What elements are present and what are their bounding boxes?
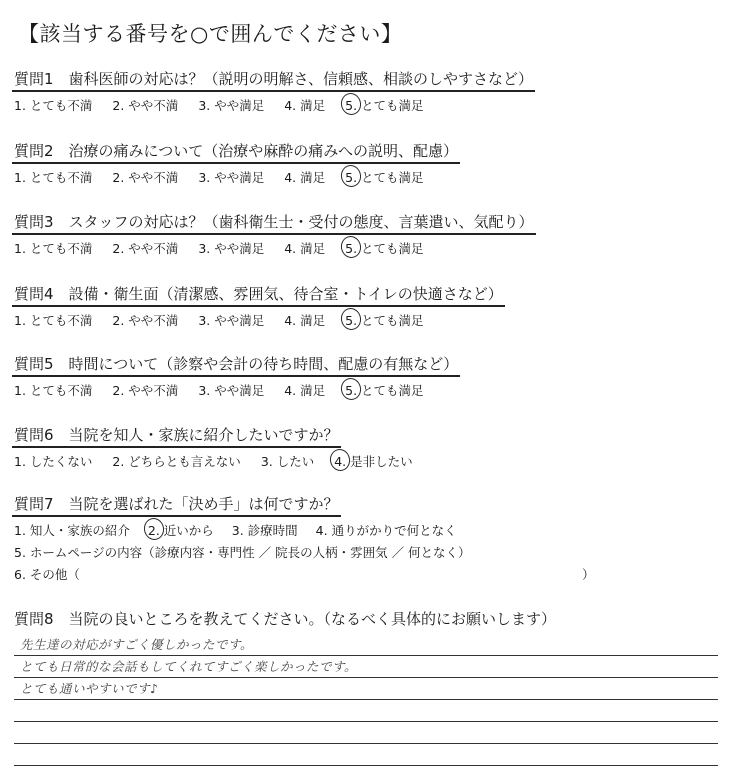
option-1[interactable]: 1. とても不満: [14, 313, 93, 328]
option-3[interactable]: 3. やや満足: [198, 98, 265, 113]
option-3[interactable]: 3. やや満足: [198, 313, 265, 328]
option-1[interactable]: 1. とても不満: [14, 383, 93, 398]
question-title: 質問6 当院を知人・家族に紹介したいですか？: [12, 424, 341, 448]
option-1[interactable]: 1. とても不満: [14, 170, 93, 185]
option-1[interactable]: 1. 知人・家族の紹介: [14, 523, 130, 538]
question-title: 質問2 治療の痛みについて（治療や麻酔の痛みへの説明、配慮）: [12, 140, 460, 164]
answer-options: [12, 452, 732, 470]
option-2[interactable]: 2. やや不満: [112, 383, 179, 398]
handwritten-text: 先生達の対応がすごく優しかったです。: [20, 637, 254, 652]
option-4[interactable]: 4. 通りがかりで何となく: [315, 523, 457, 538]
answer-line: [14, 700, 718, 722]
question-1: [12, 68, 732, 114]
option-4[interactable]: 4. 満足: [284, 241, 326, 256]
handwritten-answer-area[interactable]: [14, 634, 718, 766]
option-3[interactable]: 3. 診療時間: [231, 523, 298, 538]
option-4[interactable]: 4. 満足: [284, 383, 326, 398]
answer-line: [14, 722, 718, 744]
answer-line: [14, 678, 718, 700]
question-title: 質問8 当院の良いところを教えてください。（なるべく具体的にお願いします）: [14, 610, 557, 628]
option-2[interactable]: 2. どちらとも言えない: [112, 454, 241, 469]
answer-line: [14, 656, 718, 678]
question-3: [12, 211, 732, 257]
option-5-circled[interactable]: 5. とても満足: [345, 313, 424, 328]
question-7: [12, 493, 732, 583]
option-3[interactable]: 3. やや満足: [198, 241, 265, 256]
answer-options-row-1: [12, 521, 732, 539]
option-1[interactable]: 1. とても不満: [14, 98, 93, 113]
question-title: 質問5 時間について（診察や会計の待ち時間、配慮の有無など）: [12, 353, 460, 377]
option-5[interactable]: 5. ホームページの内容（診療内容・専門性 ／ 院長の人柄・雰囲気 ／ 何となく）: [14, 545, 471, 560]
option-5-circled[interactable]: 5. とても満足: [345, 383, 424, 398]
question-title: 質問3 スタッフの対応は？（歯科衛生士・受付の態度、言葉遣い、気配り）: [12, 211, 536, 235]
answer-options: [12, 311, 732, 329]
option-4[interactable]: 4. 満足: [284, 98, 326, 113]
answer-line: [14, 744, 718, 766]
option-2[interactable]: 2. やや不満: [112, 313, 179, 328]
question-title: 質問7 当院を選ばれた「決め手」は何ですか？: [12, 493, 341, 517]
option-3[interactable]: 3. やや満足: [198, 383, 265, 398]
answer-options: [12, 239, 732, 257]
answer-line: [14, 634, 718, 656]
question-8: [12, 608, 732, 630]
handwritten-text: とても通いやすいです♪: [20, 681, 159, 696]
option-2[interactable]: 2. やや不満: [112, 98, 179, 113]
option-4[interactable]: 4. 満足: [284, 313, 326, 328]
option-4[interactable]: 4. 満足: [284, 170, 326, 185]
page-heading: 【該当する番号を○で囲んでください】: [18, 22, 403, 46]
option-2[interactable]: 2. やや不満: [112, 170, 179, 185]
option-1[interactable]: 1. とても不満: [14, 241, 93, 256]
option-2-circled[interactable]: 2. 近いから: [147, 523, 214, 538]
handwritten-text: とても日常的な会話もしてくれてすごく楽しかったです。: [20, 659, 358, 674]
question-4: [12, 283, 732, 329]
answer-options: [12, 381, 732, 399]
question-6: [12, 424, 732, 470]
option-6-other[interactable]: 6. その他（: [14, 567, 80, 582]
option-3[interactable]: 3. やや満足: [198, 170, 265, 185]
answer-options: [12, 96, 732, 114]
option-5-circled[interactable]: 5. とても満足: [345, 170, 424, 185]
question-5: [12, 353, 732, 399]
answer-options-row-2: [12, 543, 732, 561]
option-2[interactable]: 2. やや不満: [112, 241, 179, 256]
option-1[interactable]: 1. したくない: [14, 454, 93, 469]
option-4-circled[interactable]: 4. 是非したい: [334, 454, 413, 469]
answer-options: [12, 168, 732, 186]
question-2: [12, 140, 732, 186]
other-close-paren: ）: [582, 567, 595, 582]
option-5-circled[interactable]: 5. とても満足: [345, 241, 424, 256]
answer-options-row-3: [12, 565, 732, 583]
option-3[interactable]: 3. したい: [260, 454, 315, 469]
question-title: 質問1 歯科医師の対応は？（説明の明解さ、信頼感、相談のしやすさなど）: [12, 68, 535, 92]
question-title: 質問4 設備・衛生面（清潔感、雰囲気、待合室・トイレの快適さなど）: [12, 283, 505, 307]
option-5-circled[interactable]: 5. とても満足: [345, 98, 424, 113]
